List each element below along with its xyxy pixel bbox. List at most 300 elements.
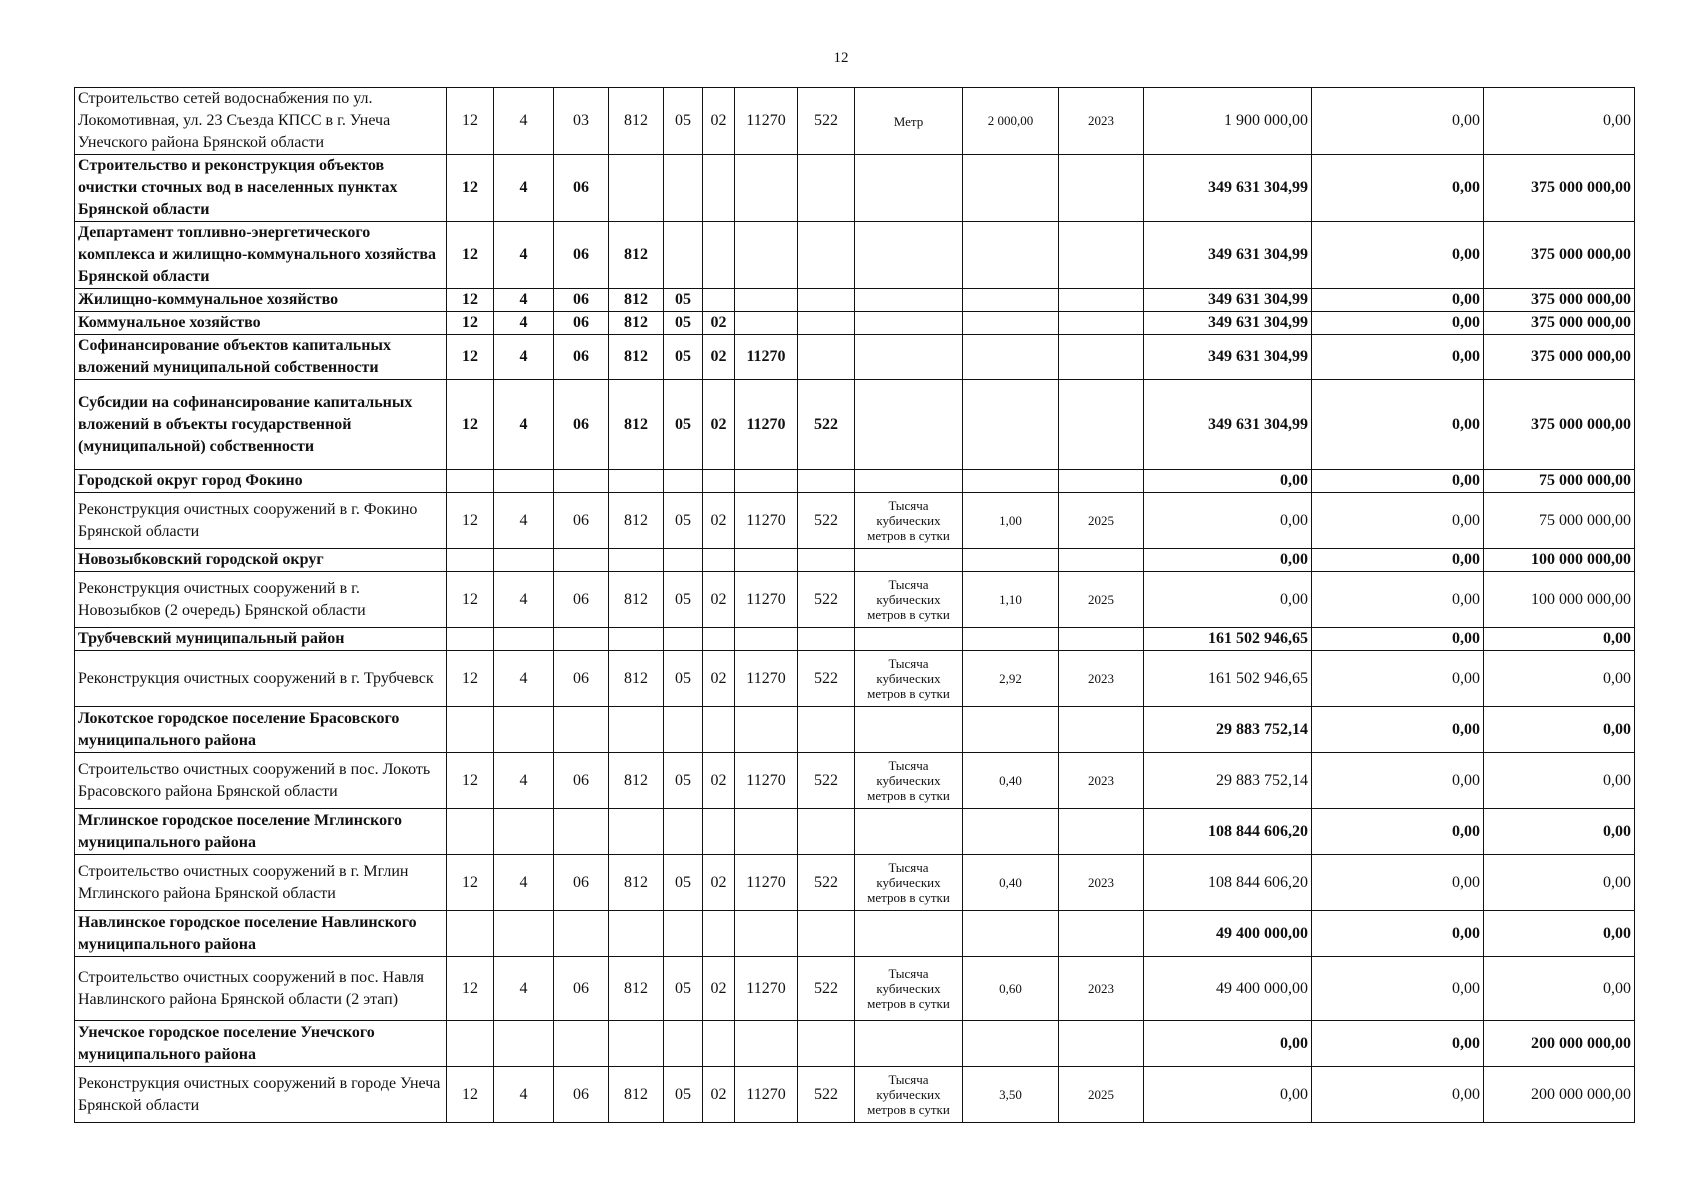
table-cell: 05 bbox=[664, 753, 703, 809]
table-cell bbox=[703, 911, 735, 957]
table-cell: 0,00 bbox=[1312, 222, 1484, 289]
table-cell: 375 000 000,00 bbox=[1484, 335, 1635, 380]
table-cell bbox=[1059, 628, 1144, 651]
table-cell bbox=[609, 809, 664, 855]
table-cell bbox=[798, 289, 855, 312]
table-cell bbox=[798, 809, 855, 855]
table-cell: 12 bbox=[447, 335, 494, 380]
table-cell: 12 bbox=[447, 855, 494, 911]
table-cell: Тысяча кубических метров в сутки bbox=[855, 572, 963, 628]
table-cell: 2023 bbox=[1059, 651, 1144, 707]
row-name-cell: Строительство очистных сооружений в пос. Локоть Брасовского района Брянской области bbox=[75, 753, 447, 809]
table-cell: 349 631 304,99 bbox=[1144, 222, 1312, 289]
table-cell bbox=[664, 155, 703, 222]
table-cell: 11270 bbox=[735, 493, 798, 549]
table-cell: 812 bbox=[609, 957, 664, 1021]
row-name-cell: Субсидии на софинансирование капитальных вложений в объекты государственной (муниципальной) собственности bbox=[75, 380, 447, 470]
table-cell bbox=[494, 470, 554, 493]
table-cell: 02 bbox=[703, 493, 735, 549]
table-cell: 522 bbox=[798, 957, 855, 1021]
table-cell: 05 bbox=[664, 335, 703, 380]
row-name-cell: Строительство очистных сооружений в пос. Навля Навлинского района Брянской области (2 этап) bbox=[75, 957, 447, 1021]
table-cell: 812 bbox=[609, 651, 664, 707]
table-cell bbox=[798, 222, 855, 289]
table-cell bbox=[494, 1021, 554, 1067]
table-cell: 522 bbox=[798, 88, 855, 155]
table-cell: 200 000 000,00 bbox=[1484, 1067, 1635, 1123]
table-row bbox=[75, 88, 1635, 155]
table-cell bbox=[703, 549, 735, 572]
table-cell: 12 bbox=[447, 753, 494, 809]
table-cell bbox=[554, 628, 609, 651]
table-cell: Тысяча кубических метров в сутки bbox=[855, 753, 963, 809]
table-cell: 0,00 bbox=[1312, 549, 1484, 572]
table-row bbox=[75, 628, 1635, 651]
table-row bbox=[75, 335, 1635, 380]
table-cell: 0,00 bbox=[1312, 707, 1484, 753]
table-cell bbox=[1059, 707, 1144, 753]
table-cell: 11270 bbox=[735, 88, 798, 155]
table-cell: 161 502 946,65 bbox=[1144, 651, 1312, 707]
table-cell: 0,00 bbox=[1484, 88, 1635, 155]
table-cell: 05 bbox=[664, 493, 703, 549]
table-cell bbox=[703, 222, 735, 289]
table-cell bbox=[855, 155, 963, 222]
table-cell: 100 000 000,00 bbox=[1484, 549, 1635, 572]
table-cell bbox=[963, 1021, 1059, 1067]
table-cell bbox=[855, 549, 963, 572]
table-cell: 0,00 bbox=[1484, 628, 1635, 651]
table-cell: 4 bbox=[494, 1067, 554, 1123]
table-cell: 02 bbox=[703, 88, 735, 155]
table-cell: 0,00 bbox=[1312, 289, 1484, 312]
table-cell: 349 631 304,99 bbox=[1144, 312, 1312, 335]
table-cell: 12 bbox=[447, 88, 494, 155]
table-cell: 12 bbox=[447, 651, 494, 707]
table-cell: 0,00 bbox=[1312, 380, 1484, 470]
table-cell: 12 bbox=[447, 493, 494, 549]
table-cell: 12 bbox=[447, 312, 494, 335]
table-row bbox=[75, 380, 1635, 470]
table-cell: 375 000 000,00 bbox=[1484, 155, 1635, 222]
table-cell: Тысяча кубических метров в сутки bbox=[855, 651, 963, 707]
row-name-cell: Строительство сетей водоснабжения по ул. Локомотивная, ул. 23 Съезда КПСС в г. Унеча Унечского района Брянской области bbox=[75, 88, 447, 155]
table-cell: 0,00 bbox=[1144, 549, 1312, 572]
table-cell: 75 000 000,00 bbox=[1484, 470, 1635, 493]
table-cell bbox=[1059, 809, 1144, 855]
table-cell: 4 bbox=[494, 651, 554, 707]
table-cell: 4 bbox=[494, 380, 554, 470]
table-cell bbox=[798, 549, 855, 572]
table-cell bbox=[963, 289, 1059, 312]
table-cell: 0,00 bbox=[1312, 855, 1484, 911]
table-row bbox=[75, 1021, 1635, 1067]
table-cell bbox=[609, 155, 664, 222]
table-cell: 812 bbox=[609, 289, 664, 312]
table-cell: 522 bbox=[798, 651, 855, 707]
table-row bbox=[75, 572, 1635, 628]
table-cell: 349 631 304,99 bbox=[1144, 289, 1312, 312]
table-cell bbox=[963, 222, 1059, 289]
table-cell bbox=[494, 809, 554, 855]
table-cell bbox=[609, 911, 664, 957]
table-cell bbox=[855, 628, 963, 651]
table-cell bbox=[855, 470, 963, 493]
table-cell: 2023 bbox=[1059, 88, 1144, 155]
table-cell bbox=[703, 628, 735, 651]
table-cell: 349 631 304,99 bbox=[1144, 335, 1312, 380]
table-cell bbox=[963, 335, 1059, 380]
table-cell: 06 bbox=[554, 312, 609, 335]
table-cell: 12 bbox=[447, 155, 494, 222]
table-cell bbox=[703, 809, 735, 855]
table-cell bbox=[664, 222, 703, 289]
table-cell: 4 bbox=[494, 957, 554, 1021]
row-name-cell: Софинансирование объектов капитальных вложений муниципальной собственности bbox=[75, 335, 447, 380]
row-name-cell: Локотское городское поселение Брасовского муниципального района bbox=[75, 707, 447, 753]
table-cell bbox=[735, 222, 798, 289]
table-cell bbox=[1059, 380, 1144, 470]
table-cell: 0,00 bbox=[1312, 809, 1484, 855]
table-cell: 06 bbox=[554, 957, 609, 1021]
table-cell: 375 000 000,00 bbox=[1484, 289, 1635, 312]
table-cell: 0,00 bbox=[1312, 957, 1484, 1021]
table-row bbox=[75, 753, 1635, 809]
table-row bbox=[75, 957, 1635, 1021]
table-cell: 812 bbox=[609, 855, 664, 911]
table-cell bbox=[735, 289, 798, 312]
row-name-cell: Унечское городское поселение Унечского муниципального района bbox=[75, 1021, 447, 1067]
table-cell bbox=[664, 470, 703, 493]
table-cell: 02 bbox=[703, 753, 735, 809]
table-cell: 05 bbox=[664, 380, 703, 470]
table-cell: 375 000 000,00 bbox=[1484, 312, 1635, 335]
row-name-cell: Департамент топливно-энергетического комплекса и жилищно-коммунального хозяйства Брянской области bbox=[75, 222, 447, 289]
table-cell bbox=[855, 380, 963, 470]
table-cell: Тысяча кубических метров в сутки bbox=[855, 855, 963, 911]
table-cell bbox=[798, 628, 855, 651]
table-cell: 812 bbox=[609, 312, 664, 335]
table-cell bbox=[1059, 911, 1144, 957]
table-cell: 522 bbox=[798, 1067, 855, 1123]
row-name-cell: Городской округ город Фокино bbox=[75, 470, 447, 493]
table-cell: 4 bbox=[494, 855, 554, 911]
table-cell: 06 bbox=[554, 335, 609, 380]
table-cell: 06 bbox=[554, 855, 609, 911]
table-row bbox=[75, 493, 1635, 549]
table-cell: 05 bbox=[664, 1067, 703, 1123]
table-cell: 4 bbox=[494, 222, 554, 289]
table-cell bbox=[798, 470, 855, 493]
table-cell: 06 bbox=[554, 380, 609, 470]
table-cell: 0,00 bbox=[1312, 493, 1484, 549]
row-name-cell: Реконструкция очистных сооружений в г. Фокино Брянской области bbox=[75, 493, 447, 549]
table-cell bbox=[494, 549, 554, 572]
table-cell bbox=[855, 1021, 963, 1067]
table-cell: 812 bbox=[609, 1067, 664, 1123]
table-cell: 0,00 bbox=[1312, 312, 1484, 335]
table-cell: 375 000 000,00 bbox=[1484, 380, 1635, 470]
table-cell bbox=[1059, 289, 1144, 312]
table-cell bbox=[963, 809, 1059, 855]
table-cell: 4 bbox=[494, 493, 554, 549]
table-cell bbox=[798, 312, 855, 335]
table-cell: 06 bbox=[554, 289, 609, 312]
row-name-cell: Мглинское городское поселение Мглинского муниципального района bbox=[75, 809, 447, 855]
table-cell: 12 bbox=[447, 957, 494, 1021]
budget-table bbox=[74, 87, 1635, 1123]
table-cell: 2023 bbox=[1059, 753, 1144, 809]
table-cell: 0,00 bbox=[1144, 572, 1312, 628]
table-cell bbox=[447, 911, 494, 957]
table-cell: 4 bbox=[494, 335, 554, 380]
table-cell bbox=[855, 222, 963, 289]
table-cell: 108 844 606,20 bbox=[1144, 809, 1312, 855]
table-cell: 12 bbox=[447, 222, 494, 289]
table-cell: 375 000 000,00 bbox=[1484, 222, 1635, 289]
table-cell: 05 bbox=[664, 572, 703, 628]
table-cell: 11270 bbox=[735, 380, 798, 470]
table-cell: 03 bbox=[554, 88, 609, 155]
table-cell: 0,00 bbox=[1312, 335, 1484, 380]
table-row bbox=[75, 809, 1635, 855]
row-name-cell: Коммунальное хозяйство bbox=[75, 312, 447, 335]
table-cell bbox=[554, 707, 609, 753]
table-cell: 0,00 bbox=[1312, 155, 1484, 222]
table-cell: 06 bbox=[554, 222, 609, 289]
table-cell: 2025 bbox=[1059, 1067, 1144, 1123]
table-cell: 05 bbox=[664, 957, 703, 1021]
row-name-cell: Навлинское городское поселение Навлинского муниципального района bbox=[75, 911, 447, 957]
row-name-cell: Реконструкция очистных сооружений в г. Новозыбков (2 очередь) Брянской области bbox=[75, 572, 447, 628]
table-cell: 05 bbox=[664, 289, 703, 312]
table-cell: 02 bbox=[703, 312, 735, 335]
table-cell: 200 000 000,00 bbox=[1484, 1021, 1635, 1067]
table-cell: 522 bbox=[798, 855, 855, 911]
table-cell bbox=[447, 707, 494, 753]
table-cell: 0,00 bbox=[1484, 753, 1635, 809]
table-row bbox=[75, 855, 1635, 911]
table-cell: 11270 bbox=[735, 651, 798, 707]
table-cell: 0,00 bbox=[1312, 470, 1484, 493]
table-cell: 100 000 000,00 bbox=[1484, 572, 1635, 628]
table-row bbox=[75, 289, 1635, 312]
table-cell: 02 bbox=[703, 957, 735, 1021]
table-cell bbox=[735, 155, 798, 222]
table-cell: 0,00 bbox=[1312, 1021, 1484, 1067]
table-cell: 522 bbox=[798, 380, 855, 470]
table-cell: Тысяча кубических метров в сутки bbox=[855, 493, 963, 549]
table-cell: 06 bbox=[554, 651, 609, 707]
table-cell bbox=[494, 911, 554, 957]
table-cell bbox=[1059, 155, 1144, 222]
table-cell: 812 bbox=[609, 222, 664, 289]
table-cell: Метр bbox=[855, 88, 963, 155]
table-cell bbox=[664, 1021, 703, 1067]
table-cell bbox=[963, 628, 1059, 651]
table-cell bbox=[703, 707, 735, 753]
table-cell: 522 bbox=[798, 753, 855, 809]
table-cell bbox=[609, 470, 664, 493]
table-cell bbox=[664, 549, 703, 572]
table-cell: 06 bbox=[554, 1067, 609, 1123]
table-cell: 0,00 bbox=[1144, 1021, 1312, 1067]
table-cell: 812 bbox=[609, 88, 664, 155]
table-cell: 161 502 946,65 bbox=[1144, 628, 1312, 651]
table-cell: 812 bbox=[609, 380, 664, 470]
table-cell bbox=[447, 628, 494, 651]
table-cell: 0,40 bbox=[963, 855, 1059, 911]
table-cell: 2023 bbox=[1059, 855, 1144, 911]
table-cell bbox=[798, 707, 855, 753]
table-cell: 108 844 606,20 bbox=[1144, 855, 1312, 911]
table-cell: 349 631 304,99 bbox=[1144, 155, 1312, 222]
table-cell: 812 bbox=[609, 572, 664, 628]
table-cell bbox=[1059, 470, 1144, 493]
table-cell: 11270 bbox=[735, 957, 798, 1021]
table-cell: 05 bbox=[664, 855, 703, 911]
table-cell: 4 bbox=[494, 88, 554, 155]
row-name-cell: Строительство очистных сооружений в г. Мглин Мглинского района Брянской области bbox=[75, 855, 447, 911]
table-cell: 02 bbox=[703, 335, 735, 380]
table-row bbox=[75, 155, 1635, 222]
table-cell bbox=[735, 707, 798, 753]
table-cell bbox=[554, 911, 609, 957]
table-cell: 0,00 bbox=[1484, 809, 1635, 855]
row-name-cell: Реконструкция очистных сооружений в городе Унеча Брянской области bbox=[75, 1067, 447, 1123]
table-cell: 12 bbox=[447, 380, 494, 470]
table-cell: 812 bbox=[609, 753, 664, 809]
table-cell bbox=[798, 335, 855, 380]
table-cell bbox=[735, 470, 798, 493]
table-cell bbox=[703, 289, 735, 312]
table-row bbox=[75, 312, 1635, 335]
table-cell: 0,00 bbox=[1312, 628, 1484, 651]
table-cell: 0,40 bbox=[963, 753, 1059, 809]
table-cell bbox=[609, 707, 664, 753]
table-cell: 0,00 bbox=[1312, 88, 1484, 155]
table-cell bbox=[447, 809, 494, 855]
table-cell: 06 bbox=[554, 572, 609, 628]
table-cell bbox=[664, 809, 703, 855]
table-cell: 05 bbox=[664, 312, 703, 335]
table-row bbox=[75, 222, 1635, 289]
table-cell: 06 bbox=[554, 753, 609, 809]
table-cell bbox=[963, 707, 1059, 753]
table-cell: 12 bbox=[447, 1067, 494, 1123]
table-cell: 29 883 752,14 bbox=[1144, 753, 1312, 809]
table-cell: 11270 bbox=[735, 753, 798, 809]
table-cell bbox=[609, 549, 664, 572]
table-cell: 1 900 000,00 bbox=[1144, 88, 1312, 155]
table-cell: 02 bbox=[703, 1067, 735, 1123]
table-cell: 2,92 bbox=[963, 651, 1059, 707]
row-name-cell: Реконструкция очистных сооружений в г. Трубчевск bbox=[75, 651, 447, 707]
table-cell bbox=[703, 470, 735, 493]
table-cell: 2025 bbox=[1059, 493, 1144, 549]
table-cell bbox=[554, 549, 609, 572]
table-cell: 522 bbox=[798, 572, 855, 628]
table-cell: 0,00 bbox=[1144, 493, 1312, 549]
table-cell bbox=[735, 809, 798, 855]
table-cell bbox=[664, 707, 703, 753]
table-cell: 11270 bbox=[735, 335, 798, 380]
table-cell bbox=[554, 1021, 609, 1067]
table-cell bbox=[855, 335, 963, 380]
table-cell: 4 bbox=[494, 155, 554, 222]
table-cell bbox=[664, 628, 703, 651]
table-cell: 02 bbox=[703, 380, 735, 470]
table-cell bbox=[963, 549, 1059, 572]
table-cell bbox=[703, 155, 735, 222]
table-cell: 0,00 bbox=[1312, 1067, 1484, 1123]
table-cell bbox=[855, 312, 963, 335]
table-cell bbox=[735, 628, 798, 651]
table-cell: 05 bbox=[664, 88, 703, 155]
table-cell: 02 bbox=[703, 855, 735, 911]
table-cell bbox=[494, 707, 554, 753]
table-row bbox=[75, 911, 1635, 957]
table-cell: 1,10 bbox=[963, 572, 1059, 628]
table-cell bbox=[1059, 1021, 1144, 1067]
table-cell: 0,00 bbox=[1484, 707, 1635, 753]
table-cell: 02 bbox=[703, 572, 735, 628]
table-cell: 0,00 bbox=[1144, 1067, 1312, 1123]
table-cell bbox=[735, 1021, 798, 1067]
table-cell: 05 bbox=[664, 651, 703, 707]
table-cell: 0,00 bbox=[1484, 957, 1635, 1021]
table-cell: 812 bbox=[609, 335, 664, 380]
table-cell bbox=[447, 470, 494, 493]
table-cell: 4 bbox=[494, 572, 554, 628]
table-row bbox=[75, 1067, 1635, 1123]
table-cell bbox=[798, 155, 855, 222]
table-cell: 4 bbox=[494, 753, 554, 809]
table-cell bbox=[1059, 222, 1144, 289]
table-cell: 06 bbox=[554, 493, 609, 549]
table-cell bbox=[494, 628, 554, 651]
table-cell bbox=[855, 707, 963, 753]
table-cell bbox=[735, 549, 798, 572]
table-cell bbox=[1059, 335, 1144, 380]
table-cell bbox=[447, 1021, 494, 1067]
table-cell: 49 400 000,00 bbox=[1144, 957, 1312, 1021]
table-cell bbox=[963, 312, 1059, 335]
table-cell: Тысяча кубических метров в сутки bbox=[855, 957, 963, 1021]
table-cell: 349 631 304,99 bbox=[1144, 380, 1312, 470]
table-cell bbox=[1059, 549, 1144, 572]
table-cell bbox=[963, 911, 1059, 957]
row-name-cell: Строительство и реконструкция объектов очистки сточных вод в населенных пунктах Брянской области bbox=[75, 155, 447, 222]
row-name-cell: Жилищно-коммунальное хозяйство bbox=[75, 289, 447, 312]
row-name-cell: Новозыбковский городской округ bbox=[75, 549, 447, 572]
table-cell: 4 bbox=[494, 312, 554, 335]
table-cell: 0,00 bbox=[1484, 651, 1635, 707]
table-cell: 06 bbox=[554, 155, 609, 222]
table-cell: 49 400 000,00 bbox=[1144, 911, 1312, 957]
table-cell: 0,00 bbox=[1312, 753, 1484, 809]
table-cell bbox=[855, 911, 963, 957]
table-cell: 3,50 bbox=[963, 1067, 1059, 1123]
table-cell: 0,00 bbox=[1312, 572, 1484, 628]
table-cell bbox=[855, 809, 963, 855]
table-cell: 11270 bbox=[735, 572, 798, 628]
table-cell bbox=[1059, 312, 1144, 335]
table-cell: 2025 bbox=[1059, 572, 1144, 628]
table-cell bbox=[735, 312, 798, 335]
table-cell: 0,00 bbox=[1484, 911, 1635, 957]
table-row bbox=[75, 549, 1635, 572]
